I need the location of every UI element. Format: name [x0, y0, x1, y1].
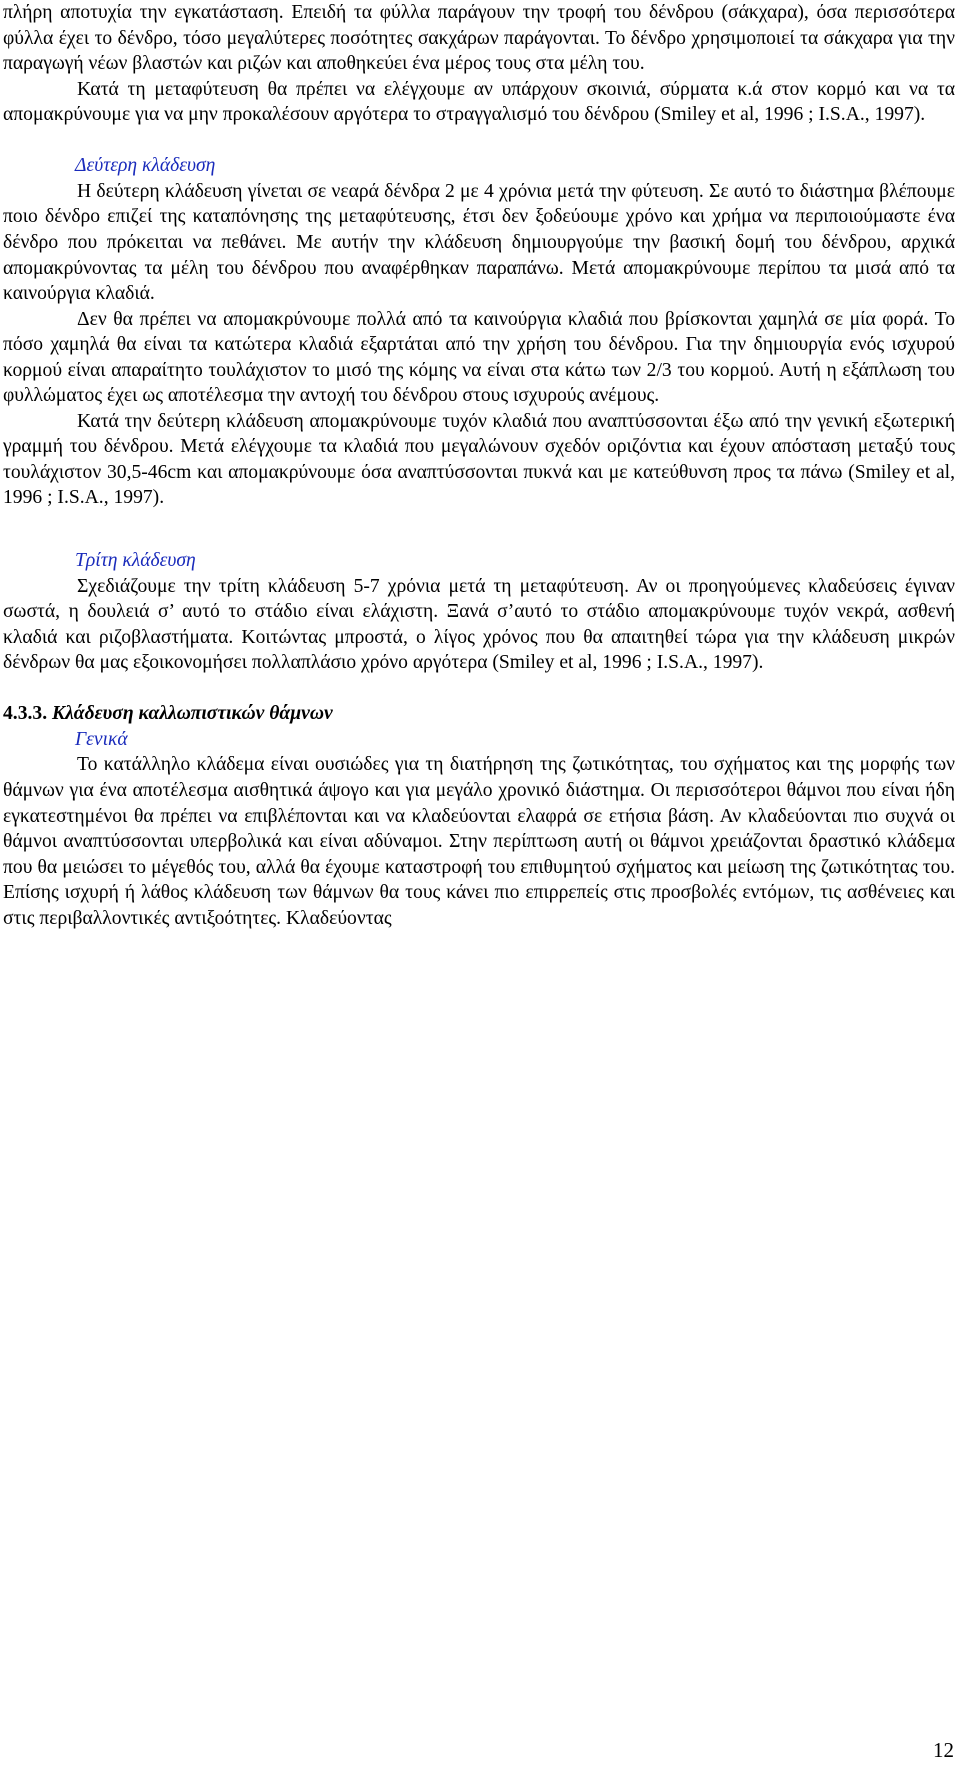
spacer [3, 511, 955, 548]
paragraph-transplant-check: Κατά τη μεταφύτευση θα πρέπει να ελέγχουμε αν υπάρχουν σκοινιά, σύρματα κ.ά στον κορμό και να τα απομακρύνουμε για να μην προκαλέσουν αργότερα το στραγγαλισμό του δένδρου (Smiley et al, 1996 ; I.S.A., 1997). [3, 78, 955, 126]
heading-third-pruning: Τρίτη κλάδευση [75, 549, 196, 571]
paragraph-second-pruning-1: Η δεύτερη κλάδευση γίνεται σε νεαρά δένδρα 2 με 4 χρόνια μετά την φύτευση. Σε αυτό το διάστημα βλέπουμε ποιο δένδρο επιζεί της καταπόνησης της μεταφύτευσης, έτσι δεν ξοδεύουμε χρόνο και χρήμα να περιποιούμαστε ένα δένδρο που πρόκειται να πεθάνει. Με αυτήν την κλάδευση δημιουργούμε την βασική δομή του δένδρου, αρχικά απομακρύνοντας τα μέλη του δένδρου που αναφέρθηκαν παραπάνω. Μετά απομακρύνουμε περίπου τα μισά από τα καινούργια κλαδιά. [3, 180, 955, 305]
paragraph-second-pruning-2: Δεν θα πρέπει να απομακρύνουμε πολλά από τα καινούργια κλαδιά που βρίσκονται χαμηλά σε μία φορά. Το πόσο χαμηλά θα είναι τα κατώτερα κλαδιά εξαρτάται από την χρήση του δένδρου. Για την δημιουργία ενός ισχυρού κορμού είναι απαραίτητο τουλάχιστον το μισό της κόμης να είναι στα κάτω των 2/3 του κορμού. Αυτή η εξάπλωση του φυλλώματος έχει ως αποτέλεσμα την αντοχή του δένδρου στους ισχυρούς ανέμους. [3, 308, 955, 407]
paragraph-shrub-pruning: Το κατάλληλο κλάδεμα είναι ουσιώδες για τη διατήρηση της ζωτικότητας, του σχήματος και της μορφής των θάμνων για ένα αποτέλεσμα αισθητικά άψογο και για μεγάλο χρονικό διάστημα. Οι περισσότεροι θάμνοι που είναι ήδη εγκατεστημένοι θα πρέπει να επιβλέπονται και να κλαδεύονται ελαφρά σε ετήσια βάση. Αν κλαδεύονται πιο συχνά οι θάμνοι αναπτύσσονται υπερβολικά και είναι αδύναμοι. Στην περίπτωση αυτή οι θάμνοι χρειάζονται δραστικό κλάδεμα που θα μειώσει το μέγεθός του, αλλά θα έχουμε καταστροφή του επιθυμητού σχήματος και μείωση της ζωτικότητας του. Επίσης ισχυρή ή λάθος κλάδευση των θάμνων θα τους κάνει πιο επιρρεπείς στις προσβολές εντόμων, τις ασθένειες και στις περιβαλλοντικές αντιξοότητες. Κλαδεύοντας [3, 754, 955, 929]
page-number: 12 [933, 1738, 954, 1762]
paragraph-second-pruning-3: Κατά την δεύτερη κλάδευση απομακρύνουμε τυχόν κλαδιά που αναπτύσσονται έξω από την γενική εξωτερική γραμμή του δένδρου. Μετά ελέγχουμε τα κλαδιά που μεγαλώνουν σχεδόν οριζόντια και έχουν απόσταση μεταξύ τους τουλάχιστον 30,5-46cm και απομακρύνουμε όσα αναπτύσσονται πυκνά και με κατεύθυνση προς τα πάνω (Smiley et al, 1996 ; I.S.A., 1997). [3, 410, 955, 509]
paragraph-third-pruning: Σχεδιάζουμε την τρίτη κλάδευση 5-7 χρόνια μετά τη μεταφύτευση. Αν οι προηγούμενες κλαδεύσεις έγιναν σωστά, η δουλειά σ’ αυτό το στάδιο είναι ελάχιστη. Ξανά σ’αυτό το στάδιο απομακρύνουμε τυχόν νεκρά, ασθενή κλαδιά και ριζοβλαστήματα. Κοιτώντας μπροστά, ο λίγος χρόνος που θα απαιτηθεί τώρα για την κλάδευση μικρών δένδρων θα μας εξοικονομήσει πολλαπλάσιο χρόνο αργότερα (Smiley et al, 1996 ; I.S.A., 1997). [3, 575, 955, 674]
spacer [3, 676, 955, 702]
heading-second-pruning: Δεύτερη κλάδευση [75, 155, 216, 177]
paragraph-continuation: πλήρη αποτυχία την εγκατάσταση. Επειδή τα φύλλα παράγουν την τροφή του δένδρου (σάκχαρα), όσα περισσότερα φύλλα έχει το δένδρο, τόσο μεγαλύτερες ποσότητες σακχάρων παράγονται. Το δένδρο χρησιμοποιεί τα σάκχαρα για την παραγωγή νέων βλαστών και ριζών και αποθηκεύει ένα μέρος τους στα μέλη του. [3, 2, 955, 75]
section-title-text: Κλάδευση καλλωπιστικών θάμνων [52, 703, 333, 725]
spacer [3, 128, 955, 154]
heading-general: Γενικά [75, 728, 128, 750]
section-heading [3, 701, 955, 727]
section-number: 4.3.3. [3, 703, 48, 725]
document-body [3, 0, 955, 931]
